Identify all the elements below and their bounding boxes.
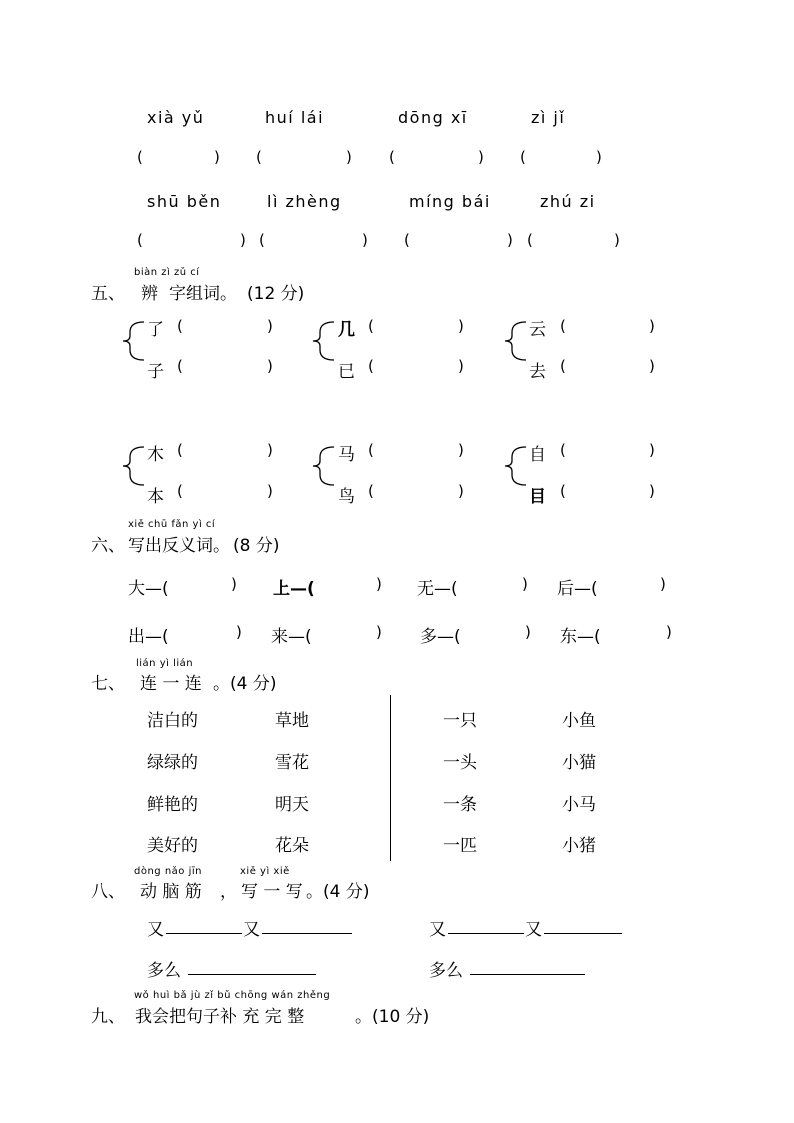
pinyin-word: dōng xī [398, 108, 468, 127]
divider-line [390, 695, 391, 861]
heading-pinyin: xiě chū fǎn yì cí [128, 519, 216, 530]
score: 。(4 分) [306, 882, 370, 902]
match-item: 洁白的 [147, 711, 198, 731]
section-number: 九、 [91, 1007, 125, 1027]
heading-text: 动 脑 筋 [140, 882, 202, 902]
pinyin-word: míng bái [409, 192, 491, 211]
brace-icon [496, 315, 530, 367]
brace-icon [496, 440, 530, 492]
heading-pinyin: lián yì lián [136, 658, 194, 669]
blank-line[interactable] [188, 974, 316, 975]
pinyin-word: zì jǐ [531, 108, 566, 127]
heading-pinyin: biàn zì zǔ cí [134, 267, 200, 278]
match-item: 草地 [275, 711, 309, 731]
blank-line[interactable] [448, 933, 524, 934]
heading-pinyin: xiě yì xiě [240, 866, 290, 877]
pinyin-word: zhú zi [540, 192, 596, 211]
blank-line[interactable] [470, 974, 585, 975]
brace-icon [304, 440, 338, 492]
match-item: 明天 [275, 795, 309, 815]
blank-line[interactable] [544, 933, 622, 934]
match-item: 鲜艳的 [147, 795, 198, 815]
match-item: 小鱼 [562, 711, 596, 731]
brace-icon [114, 315, 148, 367]
match-item: 花朵 [275, 836, 309, 856]
heading-pinyin: wǒ huì bǎ jù zǐ bǔ chōng wán zhěng [134, 990, 331, 1001]
pinyin-word: xià yǔ [147, 108, 205, 127]
pinyin-word: lì zhèng [267, 192, 342, 211]
match-item: 一头 [443, 753, 477, 773]
match-item: 一只 [443, 711, 477, 731]
heading-text: 我会把句子补 充 完 整 [135, 1007, 305, 1027]
blank-line[interactable] [262, 933, 352, 934]
match-item: 小猫 [562, 753, 596, 773]
heading-pinyin: dòng nǎo jīn [134, 866, 202, 877]
match-item: 雪花 [275, 753, 309, 773]
match-item: 小猪 [562, 836, 596, 856]
match-item: 一条 [443, 795, 477, 815]
score: (12 分) [247, 284, 305, 304]
score: (8 分) [233, 536, 280, 556]
blank-line[interactable] [166, 933, 242, 934]
match-item: 小马 [562, 795, 596, 815]
pinyin-word: huí lái [265, 108, 325, 127]
heading-text: 辨 [141, 284, 158, 304]
match-item: 一匹 [443, 836, 477, 856]
section-number: 六、 [91, 536, 125, 556]
section-number: 五、 [91, 284, 125, 304]
pinyin-word: shū běn [147, 192, 222, 211]
heading-text: 字组词。 [169, 284, 237, 304]
brace-icon [114, 440, 148, 492]
match-item: 美好的 [147, 836, 198, 856]
section-number: 七、 [91, 674, 125, 694]
score: 。(10 分) [355, 1007, 430, 1027]
match-item: 绿绿的 [147, 753, 198, 773]
heading-text: 写出反义词。 [128, 536, 230, 556]
heading-text: 写 一 写 [241, 882, 303, 902]
brace-icon [304, 315, 338, 367]
score: 。(4 分) [213, 674, 277, 694]
heading-text: 连 一 连 [140, 674, 202, 694]
section-number: 八、 [91, 882, 125, 902]
